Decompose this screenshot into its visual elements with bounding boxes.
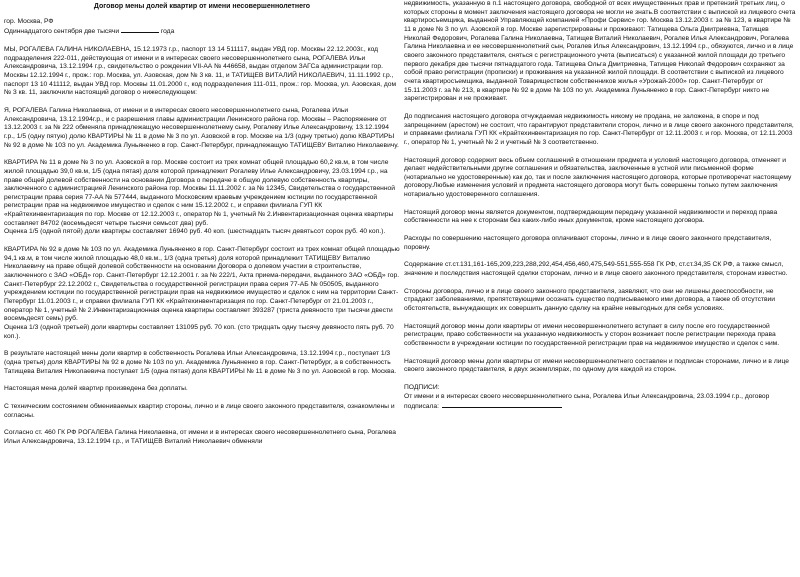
apartment-11-valuation: Оценка 1/5 (одной пятой) доли квартиры составляет 16940 руб. 40 коп. (шестнадцать тысяч девятьсот сорок руб. 40 коп.).	[4, 228, 386, 236]
result-paragraph: В результате настоящей мены доли квартир в собственность Рогалева Ильи Александровича, 13.12.1994 г.р., поступает 1/3 (одна третья) доля КВАРТИРЫ № 92 в доме № 103 по ул. Академика Луньяненко в гор. Санкт-Петербург, а в собственность Татищева Виталия Николаевича поступает 1/5 (одна пятая) доля КВАРТИРЫ № 11 в доме № 3 по ул. Азовской в гор. Москва.	[4, 350, 397, 375]
document-title: Договор мены долей квартир от имени несовершеннолетнего	[93, 3, 311, 10]
article-460-paragraph: Согласно ст. 460 ГК РФ РОГАЛЕВА Галина Николаевна, от имени и в интересах своего несовершеннолетнего сына, Рогалева Ильи Александровича, 13.12.1994 г.р., и ТАТИЩЕВ Виталий Николаевич обменяли	[4, 429, 396, 445]
apartment-11-paragraph: КВАРТИРА № 11 в доме № 3 по ул. Азовской в гор. Москве состоит из трех комнат общей площадью 60,2 кв.м, в том числе жилой площадью 39,0 кв.м, 1/5 (одна пятая) доля которой принадлежит Рогалеву Илье Александровичу, 23.03.1994 г.р., на праве общей долевой собственности на основании Договора о передаче в общую долевую собственность квартиры, заключенного с администрацией Ленинского района гор. Москвы 11.11.2002 г. за № 12345, Свидетельства о государственной регистрации права серия 77-АА № 577444, выданного Московским краевым учреждением юстиции по государственной регистрации прав на недвижимое имущество и сделок с ним 15.12.2002 г., и справки филиала ГУП КК «Крайтехинвентаризация по гор. Москве от 12.12.2003 г., оператор № 1, учетный № 2.Инвентаризационная оценка квартиры составляет 84702 (восемьдесят четыре тысячи семьсот два) руб.	[4, 159, 396, 227]
apartment-92-valuation: Оценка 1/3 (одной третьей) доли квартиры составляет 131095 руб. 70 коп. (сто тридцать одну тысячу девяносто пять руб. 70 коп.).	[4, 324, 394, 340]
document-date	[4, 26, 400, 37]
date-blank	[121, 26, 159, 33]
no-surcharge-paragraph: Настоящая мена долей квартир произведена без доплаты.	[4, 385, 188, 393]
copies-paragraph: Настоящий договор мены доли квартиры от имени несовершеннолетнего составлен и подписан сторонами, лично и в лице своего законного представителя, в двух экземплярах, по одному для каждой из сторон.	[404, 357, 789, 374]
date-suffix: года	[160, 28, 175, 36]
transfer-document-paragraph: Настоящий договор мены является документом, подтверждающим передачу указанной недвижимости и переход права собственности на нее к сторонам без каких-либо иных документов, кроме настоящего договора.	[404, 208, 778, 225]
parties-paragraph: МЫ, РОГАЛЕВА ГАЛИНА НИКОЛАЕВНА, 15.12.1973 г.р., паспорт 13 14 511117, выдан УВД гор. Москвы 22.12.2003г., код подразделения 222-011, действующая от имени и в интересах своего несовершеннолетнего сына, РОГАЛЕВА Ильи Александровича, 13.12.1994 г.р., свидетельство о рождении VII-АА № 446658, выдан отделом ЗАГСа администрации гор. Москвы 12.12.1994 г., прож.: гор. Москва, ул. Азовская, дом № 3 кв. 11, и ТАТИЩЕВ ВИТАЛИЙ НИКОЛАЕВИЧ, 11.11.1992 г.р., паспорт 13 10 411112, выдан УВД гор. Москвы 11.01.2000 г., код подразделения 111-011, прож.: гор. Москва, ул. Азовская, дом № 3 кв. 11, заключили настоящий договор о нижеследующем:	[4, 45, 397, 97]
date-text: Одиннадцатого сентября две тысячи	[4, 28, 120, 36]
registration-paragraph: недвижимость, указанную в п.1 настоящего договора, свободной от всех имущественных прав и претензий третьих лиц, о которых стороны в момент заключения настоящего договора не могли не знать.В соответствии с выпиской из лицевого счета квартиросъемщика, выданной Управляющей компанией «Профи Сервис» гор. Москва 13.12.2003 г. за № 123, в квартире № 11 в доме № 3 по ул. Азовской в гор. Москве зарегистрированы и проживают: Татищева Ольга Дмитриевна, Татищев Николай Федорович, Рогалева Галина Николаевна, Татищев Виталий Николаевич, Рогалев Илья Александрович, Рогалева Галина Николаевна и ее несовершеннолетний сын, Рогалев Илья Александрович, 13.12.1994 г.р., обязуются, лично и в лице своего законного представителя, сняться с регистрационного учета (выписаться) с указанной жилой площади до третьего первого декабря две тысячи пятнадцатого года. Татищева Ольга Дмитриевна, Татищев Николай Федорович сохраняют за собой право регистрации (прописки) и проживания на указанной жилой площади. В соответствии с выпиской из лицевого счета квартиросъемщика, выданной Товариществом собственников жилья «Урожай-2000» гор. Санкт-Петербург от 15.11.2003 г. за № 213, в квартире № 92 в доме № 103 по ул. Академика Луньяненко в гор. Санкт-Петербург никто не зарегистрирован и не проживает.	[404, 0, 796, 103]
right-column	[404, 0, 796, 577]
left-column	[4, 0, 400, 577]
expenses-paragraph: Расходы по совершению настоящего договора оплачивают стороны, лично и в лице своего законного представителя, поровну.	[404, 235, 772, 251]
entry-into-force-paragraph: Настоящий договор мены доли квартиры от имени несовершеннолетнего вступает в силу после его государственной регистрации, право собственности на указанную недвижимость у сторон возникает после регистрации перехода права собственности в учреждении юстиции по государственной регистрации прав на недвижимое имущество и сделок с ним.	[404, 322, 780, 347]
signature-line	[442, 401, 562, 408]
signature-text: От имени и в интересах своего несовершеннолетнего сына, Рогалева Ильи Александровича, 23.03.1994 г.р., договор подписала:	[404, 392, 770, 411]
technical-state-paragraph: С техническим состоянием обмениваемых квартир стороны, лично и в лице своего законного представителя, ознакомлены и согласны.	[4, 402, 395, 419]
exchange-paragraph: Я, РОГАЛЕВА Галина Николаевна, от имени и в интересах своего несовершеннолетнего сына, Рогалева Ильи Александровича, 13.12.1994г.р., и с разрешения главы администрации Ленинского района гор. Москвы – Распоряжение от 13.12.2003 г. за № 222 обменяла принадлежащую несовершеннолетнему сыну, Рогалеву Илье Александровичу, 13.12.1994 г.р., 1/5 (одну пятую) долю КВАРТИРЫ № 11 в доме № 3 по ул. Азовской в гор. Москве на 1/3 (одну третью) долю КВАРТИРЫ № 92 в доме № 103 по ул. Академика Луньяненко в гор. Санкт-Петербург, принадлежащую ТАТИЩЕВУ Виталию Николаевичу.	[4, 106, 399, 149]
signatures-heading: ПОДПИСИ:	[404, 383, 440, 391]
entire-agreement-paragraph: Настоящий договор содержит весь объем соглашений в отношении предмета и условий настоящего договора, отменяет и делает недействительными другие соглашения и обязательства, заключенные в устной или письменной форме (нотариально не удостоверенные) как до, так и после заключения настоящего договора, которые противоречат настоящему договору.Любые изменения условий и предмета настоящего договора могут быть совершены только путем заключения нотариально удостоверенного соглашения.	[404, 156, 792, 199]
legal-articles-paragraph: Содержание ст.ст.131,161-165,209,223,288,292,454,456,460,475,549-551,555-558 ГК РФ, ст.ст.34,35 СК РФ, а также смысл, значение и последствия настоящей сделки сторонам, лично и в лице своего законного представителя, сторонам известно.	[404, 261, 788, 278]
apartment-92-paragraph: КВАРТИРА № 92 в доме № 103 по ул. Академика Луньяненко в гор. Санкт-Петербург состоит из трех комнат общей площадью 94,1 кв.м, в том числе жилой площадью 48,0 кв.м., 1/3 (одна третья) доля которой принадлежит ТАТИЩЕВУ Виталию Николаевичу на праве общей долевой собственности на основании Договора о долевом участии в строительстве, заключенного с ЗАО «ОБД» гор. Санкт-Петербург 12.12.2001 г. за № 222/1, Акта приема-передачи, выданного ЗАО «ОБД» гор. Санкт-Петербург 22.12.2002 г., Свидетельства о государственной регистрации права серия 77-АБ № 050505, выданного учреждением юстиции по государственной регистрации прав на недвижимое имущество и сделок с ним на территории Санкт-Петербург 11.01.2003 г., и справки филиала ГУП КК «Крайтехинвентаризация по гор. Санкт-Петербург от 21.01.2003 г., оператор № 1, учетный № 2.Инвентаризационная оценка квартиры составляет 393287 (триста девяносто три тысячи двести восемьдесят семь) руб.	[4, 246, 400, 323]
document-city: гор. Москва, РФ	[4, 17, 54, 25]
signature-block	[404, 393, 796, 412]
encumbrance-paragraph: До подписания настоящего договора отчуждаемая недвижимость никому не продана, не заложена, в споре и под запрещением (арестом) не состоит, что гарантируют представители сторон, лично и в лице своего законного представителя, и справками филиала ГУП КК «Крайтехинвентаризация по гор. Санкт-Петербург от 12.11.2003 г. и гор. Москва, от 12.11.2003 г., оператор № 1, учетный № 2 и учетный № 3 соответственно.	[404, 112, 794, 146]
capacity-paragraph: Стороны договора, лично и в лице своего законного представителя, заявляют, что они не лишены дееспособности, не страдают заболеваниями, препятствующими осознать существо подписываемого ими договора, а также об отсутствии обстоятельств, вынуждающих их совершить данную сделку на крайне невыгодных для себя условиях.	[404, 287, 776, 313]
